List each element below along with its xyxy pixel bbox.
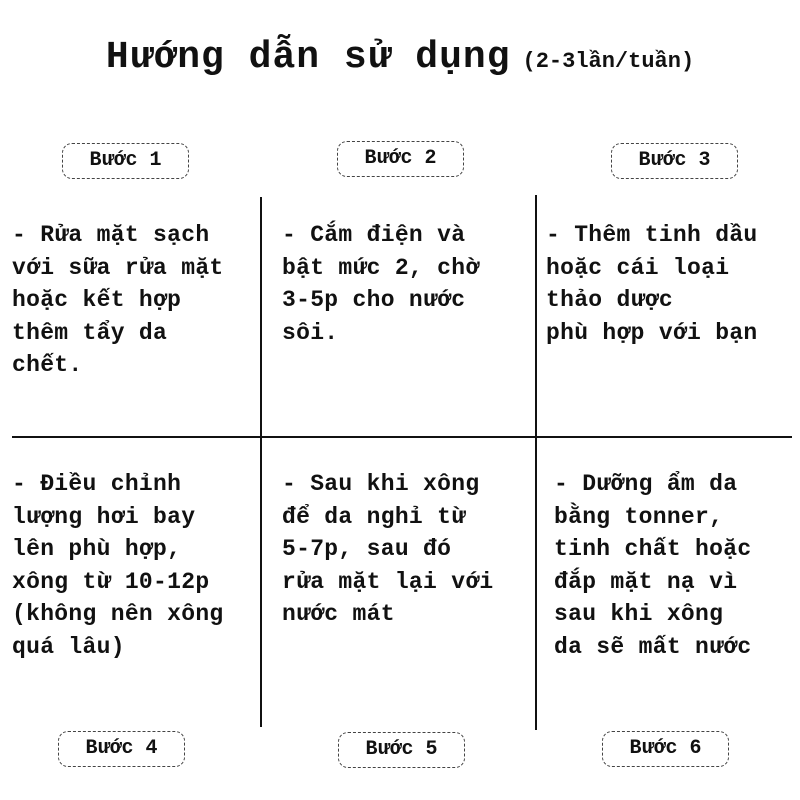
step-6-badge: Bước 6 (602, 731, 729, 767)
step-6-text: - Dưỡng ẩm da bằng tonner, tinh chất hoặc đắp mặt nạ vì sau khi xông da sẽ mất nước (554, 471, 752, 660)
title-frequency: (2-3lần/tuần) (522, 49, 695, 74)
step-3-badge: Bước 3 (611, 143, 738, 179)
grid-divider-horizontal (12, 436, 792, 438)
title-main: Hướng dẫn sử dụng (105, 36, 511, 79)
grid-divider-vertical-left (260, 197, 262, 727)
step-2-text: - Cắm điện và bật mức 2, chờ 3-5p cho nước sôi. (282, 222, 480, 346)
grid-divider-vertical-right (535, 195, 537, 730)
step-4-badge: Bước 4 (58, 731, 185, 767)
step-1-badge: Bước 1 (62, 143, 189, 179)
step-2-badge: Bước 2 (337, 141, 464, 177)
page-title (0, 36, 800, 79)
step-5-text: - Sau khi xông để da nghỉ từ 5-7p, sau đó rửa mặt lại với nước mát (282, 471, 494, 627)
step-3-text: - Thêm tinh dầu hoặc cái loại thảo dược phù hợp với bạn (546, 222, 758, 346)
step-4-text: - Điều chỉnh lượng hơi bay lên phù hợp, xông từ 10-12p (không nên xông quá lâu) (12, 471, 224, 660)
step-5-badge: Bước 5 (338, 732, 465, 768)
step-1-text: - Rửa mặt sạch với sữa rửa mặt hoặc kết hợp thêm tẩy da chết. (12, 222, 224, 378)
